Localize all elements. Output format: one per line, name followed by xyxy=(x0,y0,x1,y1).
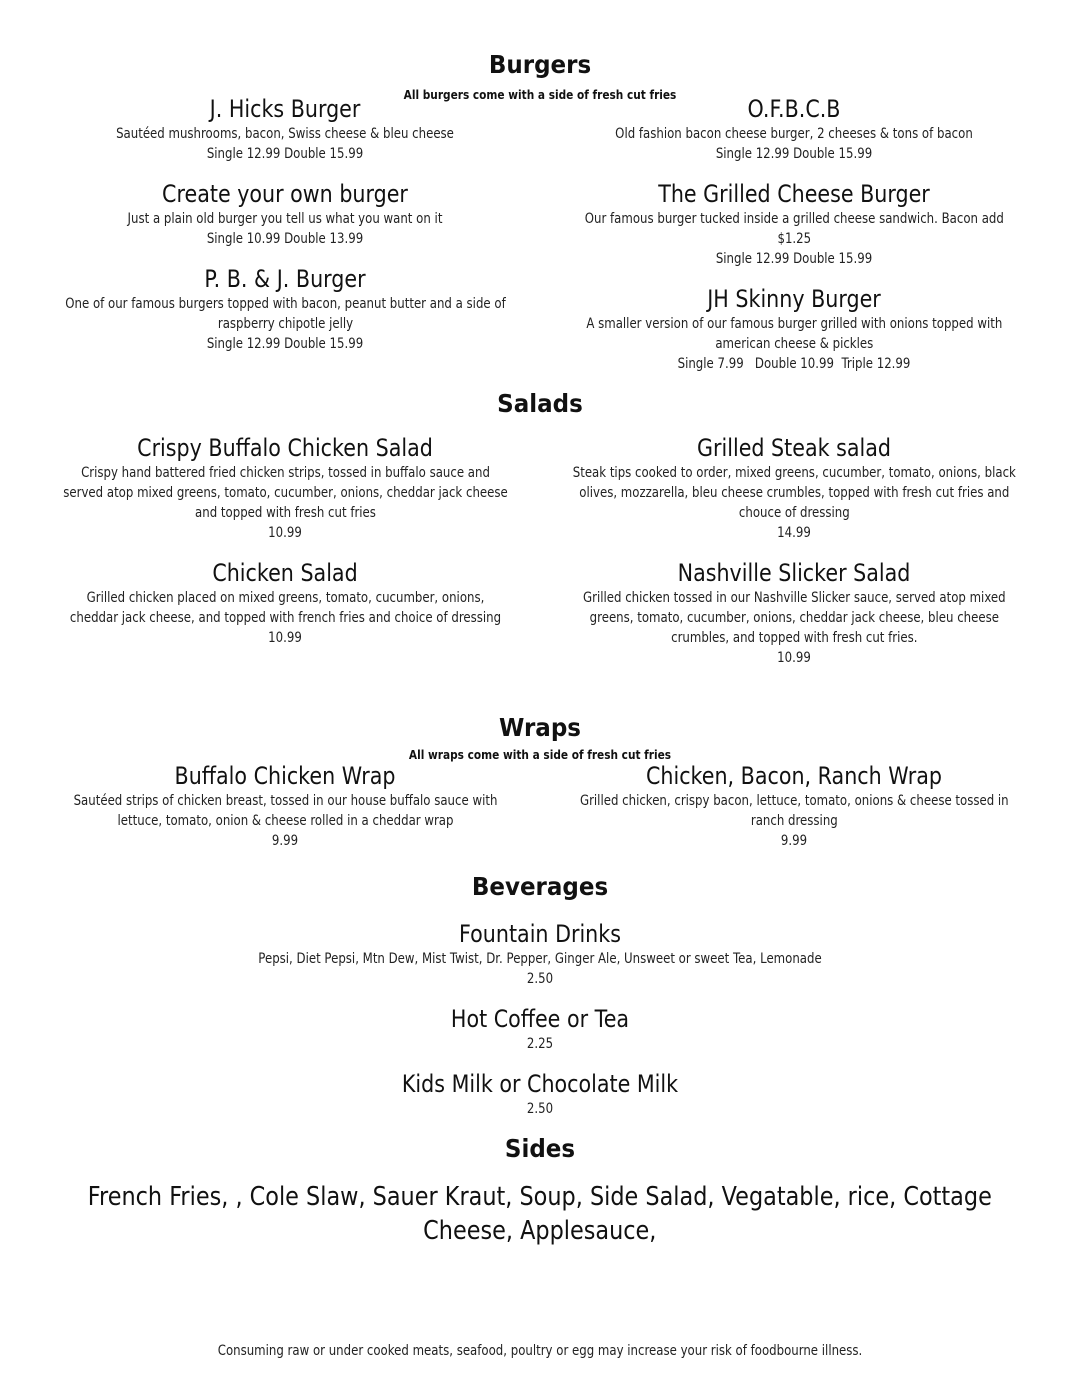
item-name: JH Skinny Burger xyxy=(707,285,881,313)
item-price: 9.99 xyxy=(780,833,808,849)
item-price: 10.99 xyxy=(268,525,302,541)
item-name: O.F.B.C.B xyxy=(747,95,841,123)
item-description: Our famous burger tucked inside a grilled cheese sandwich. Bacon add $1.25 xyxy=(584,211,1004,247)
item-name: P. B. & J. Burger xyxy=(204,265,366,293)
item-name: Grilled Steak salad xyxy=(697,434,891,462)
item-description: Steak tips cooked to order, mixed greens, cucumber, tomato, onions, black olives, mozzarella, bleu cheese crumbles, topped with fresh cut fries and chouce of dressing xyxy=(572,465,1016,521)
item-price: 2.50 xyxy=(526,971,554,987)
item-description: Old fashion bacon cheese burger, 2 cheeses & tons of bacon xyxy=(615,126,973,142)
item-price: Single 12.99 Double 15.99 xyxy=(206,146,364,162)
item-description: One of our famous burgers topped with bacon, peanut butter and a side of raspberry chipotle jelly xyxy=(64,296,506,332)
menu-item-hot-coffee-or-tea xyxy=(140,1004,940,1054)
item-name: Chicken Salad xyxy=(212,559,358,587)
menu-item-nashville-slicker-salad xyxy=(570,558,1018,668)
item-name: Nashville Slicker Salad xyxy=(677,559,911,587)
item-price: 10.99 xyxy=(777,650,811,666)
menu-item-fountain-drinks xyxy=(140,919,940,989)
item-name: Hot Coffee or Tea xyxy=(450,1005,630,1033)
menu-item-create-your-own-burger xyxy=(60,179,510,249)
item-price: Single 10.99 Double 13.99 xyxy=(206,231,364,247)
sides-heading: Sides xyxy=(504,1134,576,1163)
item-name: Fountain Drinks xyxy=(459,920,621,948)
item-price: 14.99 xyxy=(777,525,811,541)
item-description: Just a plain old burger you tell us what you want on it xyxy=(127,211,443,227)
item-description: Pepsi, Diet Pepsi, Mtn Dew, Mist Twist, Dr. Pepper, Ginger Ale, Unsweet or sweet Tea, Lemonade xyxy=(258,951,822,967)
item-name: The Grilled Cheese Burger xyxy=(658,180,930,208)
item-description: Grilled chicken tossed in our Nashville Slicker sauce, served atop mixed greens, tomato, cucumber, onions, cheddar jack cheese, bleu cheese crumbles, and topped with fresh cut fries. xyxy=(582,590,1006,646)
item-price: 9.99 xyxy=(271,833,299,849)
menu-item-chicken-bacon-ranch-wrap xyxy=(570,761,1018,851)
item-description: Grilled chicken placed on mixed greens, tomato, cucumber, onions, cheddar jack cheese, and topped with french fries and choice of dressing xyxy=(69,590,501,626)
item-name: Chicken, Bacon, Ranch Wrap xyxy=(645,762,943,790)
item-price: Single 7.99 Double 10.99 Triple 12.99 xyxy=(677,356,911,372)
item-price: Single 12.99 Double 15.99 xyxy=(715,146,873,162)
menu-item-grilled-steak-salad xyxy=(570,433,1018,543)
item-price: Single 12.99 Double 15.99 xyxy=(206,336,364,352)
item-name: Crispy Buffalo Chicken Salad xyxy=(137,434,433,462)
menu-item-buffalo-chicken-wrap xyxy=(60,761,510,851)
item-price: 2.25 xyxy=(526,1036,554,1052)
burgers-note: All burgers come with a side of fresh cut fries xyxy=(403,88,677,102)
item-price: 2.50 xyxy=(526,1101,554,1117)
item-description: Sautéed mushrooms, bacon, Swiss cheese & bleu cheese xyxy=(116,126,454,142)
menu-item-pbj-burger xyxy=(60,264,510,354)
menu-item-grilled-cheese-burger xyxy=(570,179,1018,269)
menu-item-ofbcb xyxy=(570,94,1018,164)
menu-item-j-hicks-burger xyxy=(60,94,510,164)
salads-heading: Salads xyxy=(497,389,583,418)
item-description: A smaller version of our famous burger grilled with onions topped with american cheese & pickles xyxy=(586,316,1002,352)
item-price: 10.99 xyxy=(268,630,302,646)
wraps-note: All wraps come with a side of fresh cut fries xyxy=(408,748,672,762)
item-description: Grilled chicken, crispy bacon, lettuce, tomato, onions & cheese tossed in ranch dressing xyxy=(579,793,1009,829)
item-name: J. Hicks Burger xyxy=(209,95,361,123)
sides-list: French Fries, , Cole Slaw, Sauer Kraut, Soup, Side Salad, Vegatable, rice, Cottage Cheese, Applesauce, xyxy=(87,1182,993,1246)
item-name: Create your own burger xyxy=(162,180,408,208)
item-description: Sautéed strips of chicken breast, tossed in our house buffalo sauce with lettuce, tomato, onion & cheese rolled in a cheddar wrap xyxy=(73,793,497,829)
item-price: Single 12.99 Double 15.99 xyxy=(715,251,873,267)
menu-item-crispy-buffalo-chicken-salad xyxy=(60,433,510,543)
item-name: Buffalo Chicken Wrap xyxy=(174,762,396,790)
beverages-heading: Beverages xyxy=(471,872,609,901)
item-description: Crispy hand battered fried chicken strips, tossed in buffalo sauce and served atop mixed greens, tomato, cucumber, onions, cheddar jack cheese and topped with fresh cut fries xyxy=(62,465,508,521)
wraps-heading: Wraps xyxy=(499,713,581,742)
health-disclaimer: Consuming raw or under cooked meats, seafood, poultry or egg may increase your risk of foodbourne illness. xyxy=(217,1343,863,1359)
sides-list-container xyxy=(60,1180,1020,1248)
menu-item-jh-skinny-burger xyxy=(570,284,1018,374)
burgers-heading: Burgers xyxy=(488,50,592,79)
menu-item-chicken-salad xyxy=(60,558,510,648)
item-name: Kids Milk or Chocolate Milk xyxy=(401,1070,679,1098)
menu-item-kids-milk xyxy=(140,1069,940,1119)
